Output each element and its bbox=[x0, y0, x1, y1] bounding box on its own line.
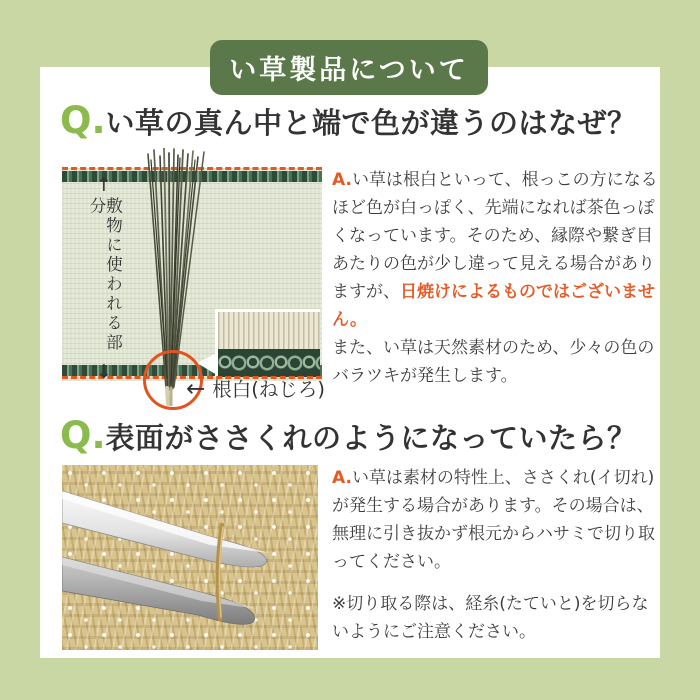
q1-answer-paragraph-1 bbox=[332, 166, 660, 334]
q2-answer bbox=[332, 464, 660, 646]
q2-q-mark: Q. bbox=[60, 414, 106, 457]
tatami-edge-inset-photo bbox=[215, 309, 320, 377]
q1-answer bbox=[332, 166, 660, 390]
q1-figure bbox=[62, 140, 325, 415]
q2-title bbox=[60, 414, 637, 457]
q1-answer-text: い草は根白といって、根っこの方になるほど色が白っぽく、先端になれば茶色っぽくなっています。そのため、縁際や繋ぎ目あたりの色が少し違って見える場合がありますが、 bbox=[332, 170, 658, 303]
root-label: 根白(ねじろ) bbox=[212, 377, 325, 401]
q1-title-text: い草の真ん中と端で色が違うのはなぜ？ bbox=[105, 106, 637, 140]
heri-diamond-pattern bbox=[218, 349, 320, 377]
q1-title bbox=[60, 99, 637, 142]
section-header-badge bbox=[210, 40, 488, 95]
q2-answer-paragraph bbox=[332, 464, 660, 576]
q2-a-mark: A. bbox=[332, 468, 352, 488]
q2-answer-text: い草は素材の特性上、ささくれ(イ切れ)が発生する場合があります。その場合は、無理に引き抜かず根元からハサミで切り取ってください。 bbox=[332, 468, 655, 573]
root-annotation bbox=[186, 378, 325, 401]
usable-part-annotation bbox=[84, 176, 124, 382]
q1-a-mark: A. bbox=[332, 170, 352, 190]
q1-answer-paragraph-2: また、い草は天然素材のため、少々の色のバラツキが発生します。 bbox=[332, 338, 655, 387]
q1-answer-highlight: 日焼けによるものではございません。 bbox=[332, 282, 655, 331]
arrow-left-icon: ← bbox=[186, 376, 206, 402]
q2-caution-note: ※切り取る際は、経糸(たていと)を切らないようにご注意ください。 bbox=[332, 594, 649, 643]
q2-title-text: 表面がささくれのようになっていたら？ bbox=[105, 421, 637, 455]
q2-figure-scissors-photo bbox=[62, 465, 318, 650]
scissors-cutting-sprout-photo bbox=[62, 465, 318, 650]
usable-part-label: 敷物に使われる部分 bbox=[87, 197, 123, 353]
section-header-label: い草製品について bbox=[229, 55, 469, 86]
arrow-up-icon: ↑ bbox=[96, 174, 112, 196]
arrow-down-icon: ↓ bbox=[96, 361, 112, 383]
tatami-fringe-texture bbox=[218, 312, 320, 352]
q1-q-mark: Q. bbox=[60, 99, 106, 142]
